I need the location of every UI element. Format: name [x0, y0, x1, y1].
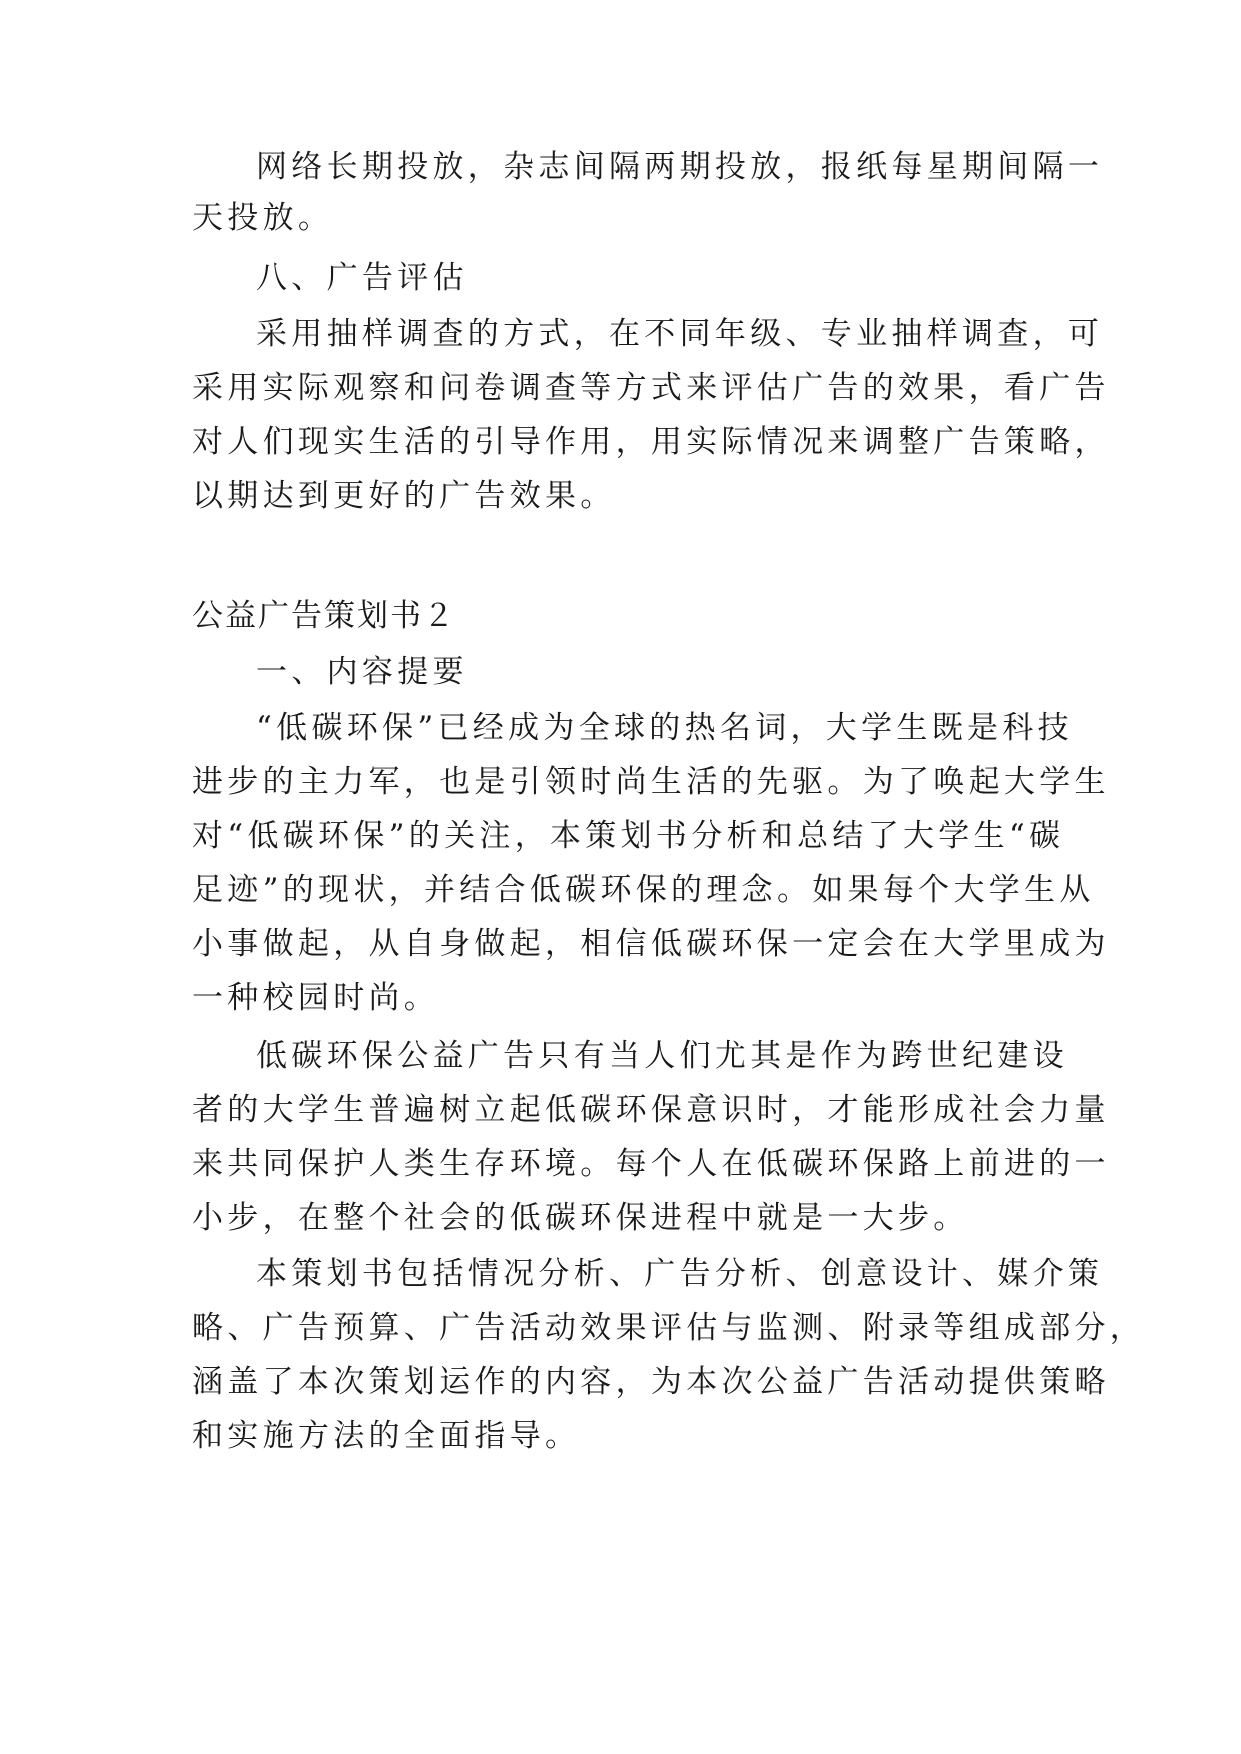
- paragraph-summary-line-6: 一种校园时尚。: [192, 980, 440, 1016]
- paragraph-summary-line-3: 对“低碳环保”的关注，本策划书分析和总结了大学生“碳: [192, 818, 1065, 854]
- paragraph-evaluation-line-2: 采用实际观察和问卷调查等方式来评估广告的效果，看广告: [192, 370, 1110, 406]
- document-title: 公益广告策划书２: [192, 598, 456, 634]
- section-heading-summary: 一、内容提要: [256, 654, 468, 690]
- paragraph-media-schedule-line-2: 天投放。: [192, 200, 334, 236]
- paragraph-evaluation-line-4: 以期达到更好的广告效果。: [192, 478, 616, 514]
- paragraph-evaluation-line-1: 采用抽样调查的方式，在不同年级、专业抽样调查，可: [256, 316, 1104, 352]
- paragraph-contents-line-1: 本策划书包括情况分析、广告分析、创意设计、媒介策: [256, 1256, 1104, 1292]
- paragraph-awareness-line-4: 小步，在整个社会的低碳环保进程中就是一大步。: [192, 1200, 969, 1236]
- paragraph-summary-line-4: 足迹”的现状，并结合低碳环保的理念。如果每个大学生从: [192, 872, 1095, 908]
- paragraph-contents-line-3: 涵盖了本次策划运作的内容，为本次公益广告活动提供策略: [192, 1364, 1110, 1400]
- paragraph-awareness-line-1: 低碳环保公益广告只有当人们尤其是作为跨世纪建设: [256, 1038, 1068, 1074]
- paragraph-media-schedule-line-1: 网络长期投放，杂志间隔两期投放，报纸每星期间隔一: [256, 149, 1104, 185]
- paragraph-contents-line-2: 略、广告预算、广告活动效果评估与监测、附录等组成部分，: [192, 1310, 1146, 1346]
- paragraph-awareness-line-2: 者的大学生普遍树立起低碳环保意识时，才能形成社会力量: [192, 1092, 1110, 1128]
- paragraph-summary-line-1: “低碳环保”已经成为全球的热名词，大学生既是科技: [256, 710, 1073, 746]
- paragraph-summary-line-2: 进步的主力军，也是引领时尚生活的先驱。为了唤起大学生: [192, 764, 1110, 800]
- paragraph-evaluation-line-3: 对人们现实生活的引导作用，用实际情况来调整广告策略，: [192, 424, 1110, 460]
- paragraph-contents-line-4: 和实施方法的全面指导。: [192, 1418, 581, 1454]
- paragraph-summary-line-5: 小事做起，从自身做起，相信低碳环保一定会在大学里成为: [192, 926, 1110, 962]
- paragraph-awareness-line-3: 来共同保护人类生存环境。每个人在低碳环保路上前进的一: [192, 1146, 1110, 1182]
- section-heading-ad-evaluation: 八、广告评估: [256, 260, 468, 296]
